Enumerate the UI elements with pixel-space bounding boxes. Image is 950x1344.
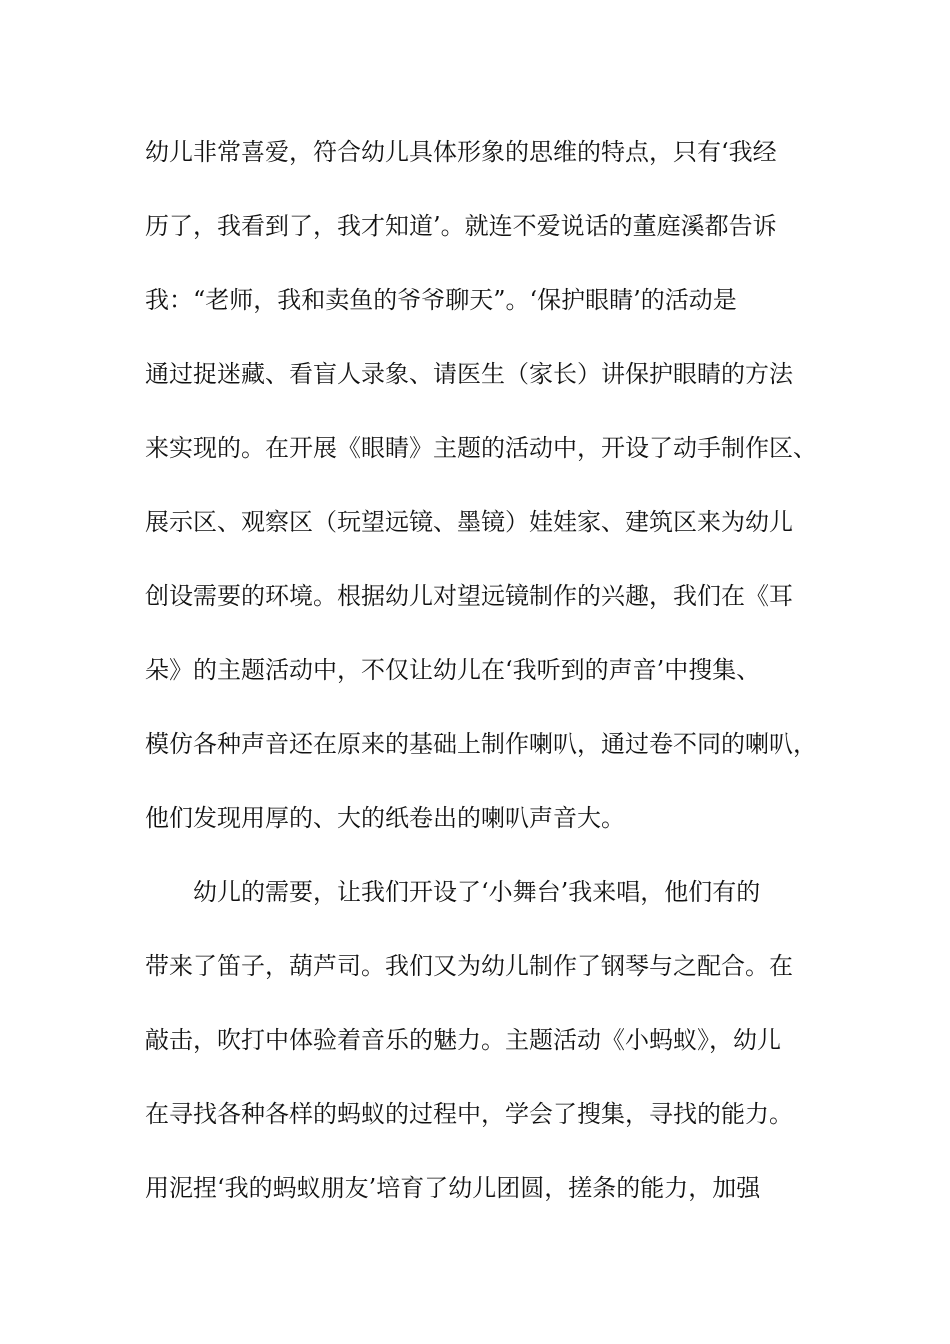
text-line: 幼儿非常喜爱，符合幼儿具体形象的思维的特点，只有‘我经 (145, 138, 777, 166)
text-line: 我：“老师，我和卖鱼的爷爷聊天”。‘保护眼睛’的活动是 (145, 286, 737, 314)
text-line: 创设需要的环境。根据幼儿对望远镜制作的兴趣，我们在《耳 (145, 582, 793, 610)
text-line: 历了，我看到了，我才知道’。就连不爱说话的董庭溪都告诉 (145, 212, 777, 240)
text-line: 带来了笛子，葫芦司。我们又为幼儿制作了钢琴与之配合。在 (145, 952, 793, 980)
text-line: 用泥捏‘我的蚂蚁朋友’培育了幼儿团圆，搓条的能力，加强 (145, 1174, 761, 1202)
text-line: 模仿各种声音还在原来的基础上制作喇叭，通过卷不同的喇叭， (145, 730, 817, 758)
text-line: 敲击，吹打中体验着音乐的魅力。主题活动《小蚂蚁》，幼儿 (145, 1026, 781, 1054)
text-line: 他们发现用厚的、大的纸卷出的喇叭声音大。 (145, 804, 625, 832)
text-line: 来实现的。在开展《眼睛》主题的活动中，开设了动手制作区、 (145, 434, 817, 462)
text-line: 通过捉迷藏、看盲人录象、请医生（家长）讲保护眼睛的方法 (145, 360, 793, 388)
body-text (145, 128, 817, 1238)
text-line: 在寻找各种各样的蚂蚁的过程中，学会了搜集，寻找的能力。 (145, 1100, 793, 1128)
text-line: 展示区、观察区（玩望远镜、墨镜）娃娃家、建筑区来为幼儿 (145, 508, 793, 536)
paragraph-start-line: 幼儿的需要，让我们开设了‘小舞台’我来唱，他们有的 (193, 878, 761, 906)
text-line: 朵》的主题活动中，不仅让幼儿在‘我听到的声音’中搜集、 (145, 656, 761, 684)
